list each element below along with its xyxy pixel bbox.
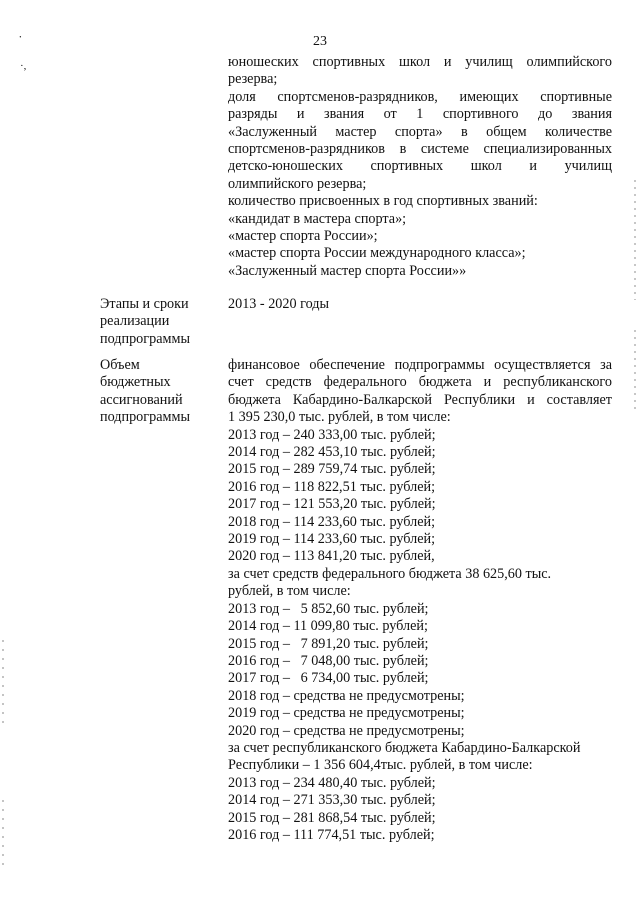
text-line: «мастер спорта России международного класса»;: [228, 245, 526, 262]
label-line: реализации: [100, 313, 170, 330]
text-line: рублей, в том числе:: [228, 583, 351, 600]
stages-value: 2013 - 2020 годы: [228, 296, 330, 312]
text-line: 2020 год – 113 841,20 тыс. рублей,: [228, 548, 435, 565]
text-line: 2020 год – средства не предусмотрены;: [228, 722, 465, 739]
text-line: Республики – 1 356 604,4тыс. рублей, в том числе:: [228, 757, 533, 774]
edge-noise: [2, 800, 4, 870]
text-line: 2019 год – средства не предусмотрены;: [228, 705, 465, 722]
text-line: 2015 год – 289 759,74 тыс. рублей;: [228, 461, 436, 478]
label-line: бюджетных: [100, 374, 171, 391]
budget-text: [228, 357, 612, 844]
label-line: подпрограммы: [100, 330, 190, 347]
text-line: 2015 год – 7 891,20 тыс. рублей;: [228, 635, 429, 652]
text-line: бюджета Кабардино-Балкарской Республики и составляет: [228, 391, 612, 408]
text-line: за счет республиканского бюджета Кабардино-Балкарской: [228, 739, 581, 756]
text-line: 2013 год – 234 480,40 тыс. рублей;: [228, 774, 436, 791]
text-line: олимпийского резерва;: [228, 175, 367, 192]
text-line: 2017 год – 6 734,00 тыс. рублей;: [228, 670, 429, 687]
text-line: 2013 год – 240 333,00 тыс. рублей;: [228, 426, 436, 443]
text-line: 2014 год – 282 453,10 тыс. рублей;: [228, 444, 436, 461]
stages-label: [100, 296, 220, 348]
text-line: 2016 год – 7 048,00 тыс. рублей;: [228, 652, 429, 669]
text-line: «кандидат в мастера спорта»;: [228, 210, 407, 227]
label-line: Объем: [100, 357, 140, 373]
label-line: подпрограммы: [100, 409, 190, 426]
page-number: 23: [313, 34, 327, 49]
label-line: ассигнований: [100, 391, 183, 408]
text-line: разряды и звания от 1 спортивного до звания: [228, 106, 612, 123]
text-line: «Заслуженный мастер спорта» в общем количестве: [228, 123, 612, 140]
text-line: 2018 год – 114 233,60 тыс. рублей;: [228, 513, 436, 530]
text-line: за счет средств федерального бюджета 38 625,60 тыс.: [228, 565, 552, 582]
budget-label: [100, 357, 220, 427]
text-line: юношеских спортивных школ и училищ олимпийского: [228, 54, 612, 70]
text-line: «Заслуженный мастер спорта России»»: [228, 262, 467, 279]
text-line: детско-юношеских спортивных школ и училищ: [228, 158, 612, 175]
text-line: спортсменов-разрядников в системе специализированных: [228, 141, 612, 158]
text-line: 2014 год – 11 099,80 тыс. рублей;: [228, 618, 428, 635]
text-line: 1 395 230,0 тыс. рублей, в том числе:: [228, 409, 451, 426]
text-line: финансовое обеспечение подпрограммы осуществляется за: [228, 357, 612, 373]
text-line: 2016 год – 118 822,51 тыс. рублей;: [228, 478, 436, 495]
label-line: Этапы и сроки: [100, 296, 189, 312]
text-line: 2015 год – 281 868,54 тыс. рублей;: [228, 809, 436, 826]
text-line: 2013 год – 5 852,60 тыс. рублей;: [228, 600, 429, 617]
text-line: резерва;: [228, 71, 278, 88]
continuation-text: [228, 54, 612, 280]
text-line: «мастер спорта России»;: [228, 228, 378, 245]
edge-noise: [634, 180, 636, 300]
text-line: 2019 год – 114 233,60 тыс. рублей;: [228, 531, 436, 548]
text-line: 2016 год – 111 774,51 тыс. рублей;: [228, 826, 435, 843]
text-line: доля спортсменов-разрядников, имеющих спортивные: [228, 88, 612, 105]
scan-mark: ·,: [20, 60, 27, 72]
text-line: количество присвоенных в год спортивных званий:: [228, 193, 538, 210]
edge-noise: [2, 640, 4, 730]
edge-noise: [634, 330, 636, 410]
text-line: 2018 год – средства не предусмотрены;: [228, 687, 465, 704]
text-line: 2017 год – 121 553,20 тыс. рублей;: [228, 496, 436, 513]
text-line: счет средств федерального бюджета и республиканского: [228, 374, 612, 391]
text-line: 2014 год – 271 353,30 тыс. рублей;: [228, 792, 436, 809]
